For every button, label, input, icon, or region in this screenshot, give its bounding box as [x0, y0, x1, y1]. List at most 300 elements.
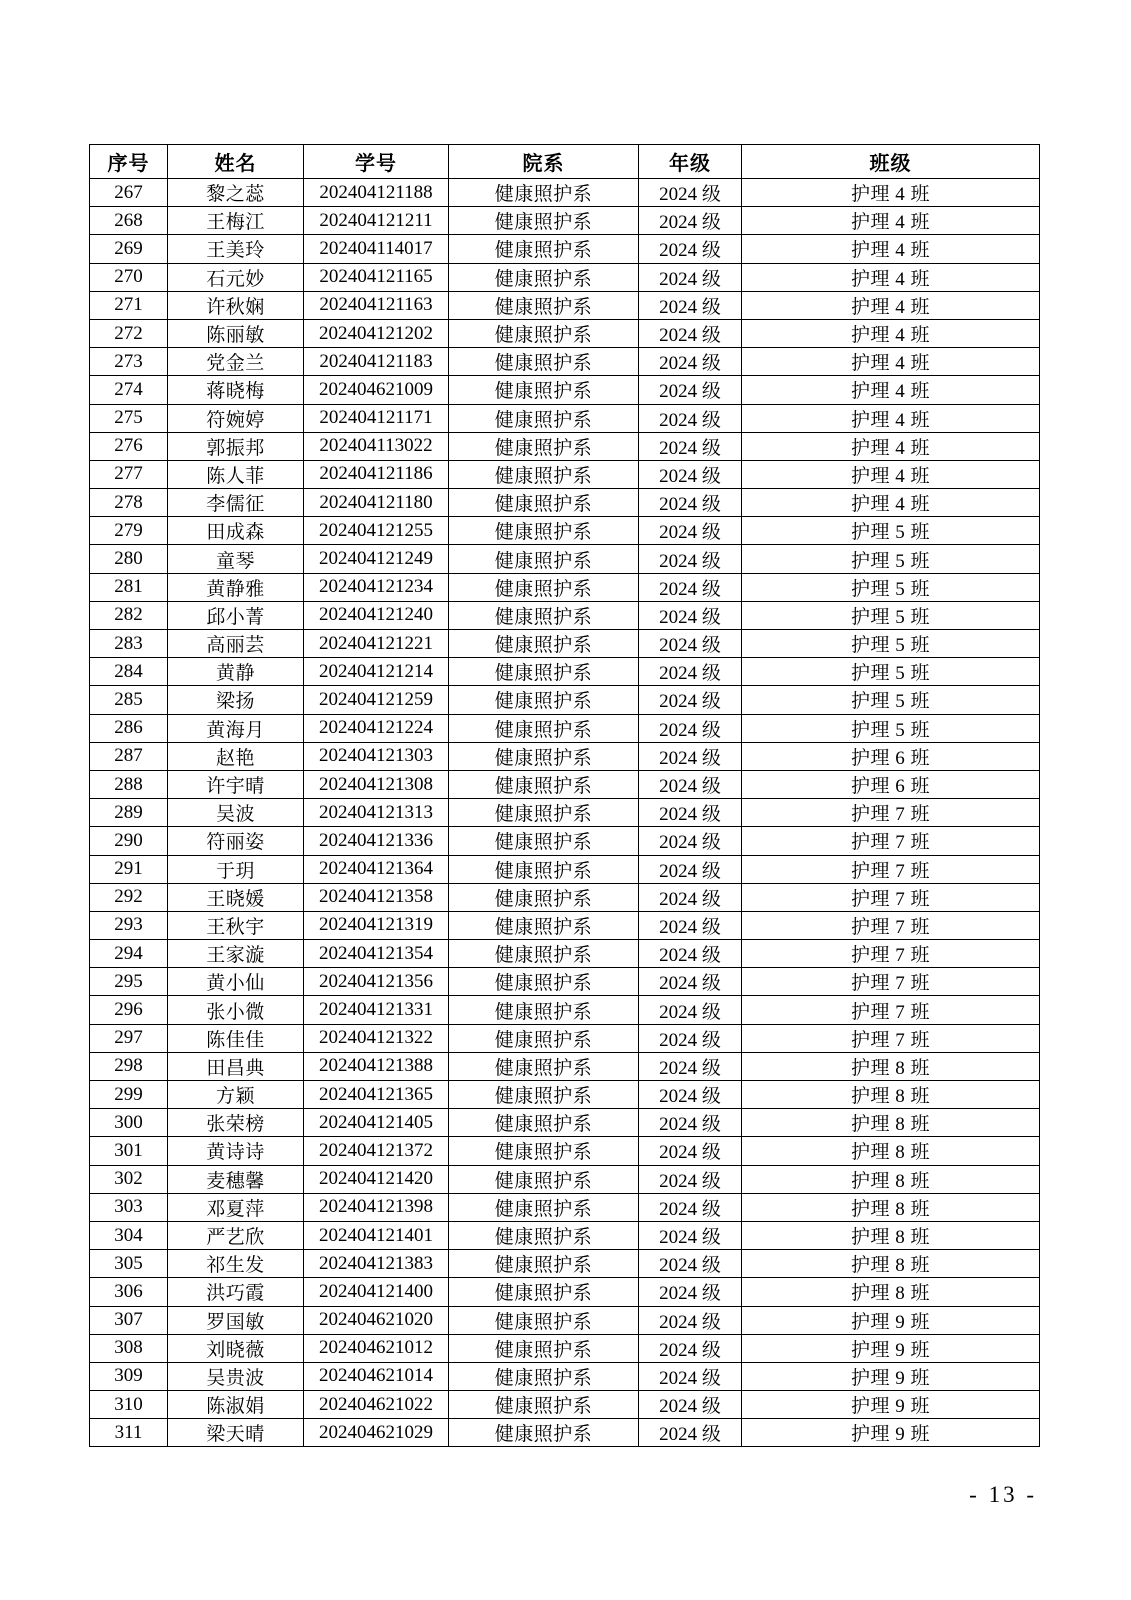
cell-dept: 健康照护系: [449, 1334, 639, 1362]
table-row: [90, 799, 1040, 827]
cell-sid: 202404121221: [304, 630, 449, 658]
cell-grade: 2024 级: [639, 883, 742, 911]
table-row: [90, 489, 1040, 517]
cell-klass: 护理 4 班: [742, 319, 1040, 347]
cell-sid: 202404121358: [304, 883, 449, 911]
table-row: [90, 742, 1040, 770]
table-row: [90, 1052, 1040, 1080]
cell-seq: 307: [90, 1306, 168, 1334]
cell-name: 赵艳: [168, 742, 304, 770]
table-row: [90, 714, 1040, 742]
cell-sid: 202404121372: [304, 1137, 449, 1165]
cell-dept: 健康照护系: [449, 940, 639, 968]
table-row: [90, 573, 1040, 601]
cell-seq: 268: [90, 207, 168, 235]
cell-name: 罗国敏: [168, 1306, 304, 1334]
cell-seq: 304: [90, 1221, 168, 1249]
cell-grade: 2024 级: [639, 1081, 742, 1109]
cell-seq: 303: [90, 1193, 168, 1221]
cell-sid: 202404121331: [304, 996, 449, 1024]
table-row: [90, 770, 1040, 798]
cell-grade: 2024 级: [639, 1193, 742, 1221]
roster-table: [89, 144, 1040, 1447]
cell-grade: 2024 级: [639, 376, 742, 404]
cell-seq: 276: [90, 432, 168, 460]
cell-dept: 健康照护系: [449, 968, 639, 996]
cell-klass: 护理 7 班: [742, 827, 1040, 855]
cell-seq: 301: [90, 1137, 168, 1165]
table-row: [90, 1193, 1040, 1221]
cell-name: 邓夏萍: [168, 1193, 304, 1221]
cell-sid: 202404121180: [304, 489, 449, 517]
table-row: [90, 1334, 1040, 1362]
cell-klass: 护理 8 班: [742, 1109, 1040, 1137]
cell-grade: 2024 级: [639, 630, 742, 658]
cell-sid: 202404121240: [304, 601, 449, 629]
cell-grade: 2024 级: [639, 968, 742, 996]
cell-seq: 278: [90, 489, 168, 517]
cell-dept: 健康照护系: [449, 207, 639, 235]
cell-sid: 202404121322: [304, 1024, 449, 1052]
cell-seq: 297: [90, 1024, 168, 1052]
cell-seq: 300: [90, 1109, 168, 1137]
cell-name: 黄诗诗: [168, 1137, 304, 1165]
cell-seq: 279: [90, 517, 168, 545]
cell-grade: 2024 级: [639, 1362, 742, 1390]
cell-grade: 2024 级: [639, 799, 742, 827]
cell-dept: 健康照护系: [449, 883, 639, 911]
table-row: [90, 601, 1040, 629]
cell-name: 刘晓薇: [168, 1334, 304, 1362]
cell-klass: 护理 7 班: [742, 996, 1040, 1024]
table-row: [90, 827, 1040, 855]
cell-grade: 2024 级: [639, 686, 742, 714]
cell-grade: 2024 级: [639, 940, 742, 968]
column-header-sid: 学号: [304, 145, 449, 179]
cell-dept: 健康照护系: [449, 348, 639, 376]
cell-sid: 202404121234: [304, 573, 449, 601]
cell-klass: 护理 4 班: [742, 404, 1040, 432]
cell-klass: 护理 9 班: [742, 1419, 1040, 1447]
cell-seq: 293: [90, 911, 168, 939]
cell-name: 陈佳佳: [168, 1024, 304, 1052]
cell-sid: 202404121354: [304, 940, 449, 968]
cell-sid: 202404621014: [304, 1362, 449, 1390]
cell-grade: 2024 级: [639, 179, 742, 207]
cell-klass: 护理 8 班: [742, 1137, 1040, 1165]
cell-name: 许宇晴: [168, 770, 304, 798]
table-header: [90, 145, 1040, 179]
table-row: [90, 404, 1040, 432]
cell-klass: 护理 8 班: [742, 1193, 1040, 1221]
cell-grade: 2024 级: [639, 545, 742, 573]
cell-seq: 289: [90, 799, 168, 827]
cell-seq: 273: [90, 348, 168, 376]
table-row: [90, 940, 1040, 968]
cell-grade: 2024 级: [639, 207, 742, 235]
cell-dept: 健康照护系: [449, 1109, 639, 1137]
cell-sid: 202404113022: [304, 432, 449, 460]
cell-seq: 290: [90, 827, 168, 855]
cell-grade: 2024 级: [639, 460, 742, 488]
cell-klass: 护理 8 班: [742, 1250, 1040, 1278]
cell-name: 黄静: [168, 658, 304, 686]
cell-klass: 护理 6 班: [742, 770, 1040, 798]
cell-grade: 2024 级: [639, 1419, 742, 1447]
cell-dept: 健康照护系: [449, 235, 639, 263]
table-row: [90, 517, 1040, 545]
cell-klass: 护理 5 班: [742, 517, 1040, 545]
table-row: [90, 1221, 1040, 1249]
cell-seq: 271: [90, 291, 168, 319]
cell-sid: 202404121400: [304, 1278, 449, 1306]
cell-sid: 202404121336: [304, 827, 449, 855]
cell-name: 王梅江: [168, 207, 304, 235]
cell-dept: 健康照护系: [449, 1362, 639, 1390]
cell-dept: 健康照护系: [449, 714, 639, 742]
cell-dept: 健康照护系: [449, 517, 639, 545]
cell-dept: 健康照护系: [449, 1221, 639, 1249]
cell-seq: 286: [90, 714, 168, 742]
cell-name: 李儒征: [168, 489, 304, 517]
cell-grade: 2024 级: [639, 770, 742, 798]
cell-klass: 护理 7 班: [742, 940, 1040, 968]
table-row: [90, 291, 1040, 319]
cell-klass: 护理 7 班: [742, 1024, 1040, 1052]
cell-seq: 305: [90, 1250, 168, 1278]
cell-name: 黄海月: [168, 714, 304, 742]
cell-klass: 护理 4 班: [742, 235, 1040, 263]
cell-seq: 309: [90, 1362, 168, 1390]
cell-sid: 202404121303: [304, 742, 449, 770]
cell-name: 许秋娴: [168, 291, 304, 319]
cell-klass: 护理 9 班: [742, 1362, 1040, 1390]
table-row: [90, 376, 1040, 404]
cell-grade: 2024 级: [639, 404, 742, 432]
cell-klass: 护理 9 班: [742, 1306, 1040, 1334]
cell-name: 黄小仙: [168, 968, 304, 996]
cell-dept: 健康照护系: [449, 1391, 639, 1419]
cell-seq: 294: [90, 940, 168, 968]
table-row: [90, 432, 1040, 460]
cell-seq: 311: [90, 1419, 168, 1447]
cell-dept: 健康照护系: [449, 573, 639, 601]
cell-grade: 2024 级: [639, 1334, 742, 1362]
cell-seq: 283: [90, 630, 168, 658]
cell-dept: 健康照护系: [449, 179, 639, 207]
cell-seq: 285: [90, 686, 168, 714]
cell-grade: 2024 级: [639, 601, 742, 629]
cell-sid: 202404121171: [304, 404, 449, 432]
column-header-class: 班级: [742, 145, 1040, 179]
cell-klass: 护理 4 班: [742, 207, 1040, 235]
cell-klass: 护理 4 班: [742, 376, 1040, 404]
cell-klass: 护理 5 班: [742, 686, 1040, 714]
cell-name: 陈淑娟: [168, 1391, 304, 1419]
cell-sid: 202404121259: [304, 686, 449, 714]
cell-dept: 健康照护系: [449, 770, 639, 798]
cell-klass: 护理 6 班: [742, 742, 1040, 770]
cell-seq: 282: [90, 601, 168, 629]
cell-grade: 2024 级: [639, 658, 742, 686]
cell-name: 蒋晓梅: [168, 376, 304, 404]
table-row: [90, 1109, 1040, 1137]
page-number: - 13 -: [969, 1482, 1037, 1507]
cell-name: 童琴: [168, 545, 304, 573]
table-row: [90, 855, 1040, 883]
cell-sid: 202404121388: [304, 1052, 449, 1080]
cell-name: 张荣榜: [168, 1109, 304, 1137]
table-row: [90, 207, 1040, 235]
cell-sid: 202404121383: [304, 1250, 449, 1278]
cell-dept: 健康照护系: [449, 263, 639, 291]
table-row: [90, 1024, 1040, 1052]
cell-sid: 202404121401: [304, 1221, 449, 1249]
cell-grade: 2024 级: [639, 1024, 742, 1052]
table-row: [90, 263, 1040, 291]
table-row: [90, 1391, 1040, 1419]
cell-sid: 202404121405: [304, 1109, 449, 1137]
cell-dept: 健康照护系: [449, 1278, 639, 1306]
table-row: [90, 630, 1040, 658]
cell-sid: 202404621009: [304, 376, 449, 404]
cell-klass: 护理 7 班: [742, 855, 1040, 883]
cell-klass: 护理 7 班: [742, 799, 1040, 827]
cell-name: 严艺欣: [168, 1221, 304, 1249]
cell-grade: 2024 级: [639, 996, 742, 1024]
cell-seq: 308: [90, 1334, 168, 1362]
table-row: [90, 883, 1040, 911]
cell-dept: 健康照护系: [449, 658, 639, 686]
cell-seq: 277: [90, 460, 168, 488]
cell-klass: 护理 4 班: [742, 432, 1040, 460]
cell-grade: 2024 级: [639, 489, 742, 517]
cell-seq: 275: [90, 404, 168, 432]
cell-seq: 270: [90, 263, 168, 291]
roster-table-container: [89, 144, 1039, 1447]
cell-name: 郭振邦: [168, 432, 304, 460]
cell-dept: 健康照护系: [449, 827, 639, 855]
cell-sid: 202404121211: [304, 207, 449, 235]
cell-grade: 2024 级: [639, 827, 742, 855]
cell-sid: 202404121183: [304, 348, 449, 376]
table-row: [90, 460, 1040, 488]
cell-seq: 295: [90, 968, 168, 996]
table-row: [90, 319, 1040, 347]
cell-grade: 2024 级: [639, 1306, 742, 1334]
header-row: [90, 145, 1040, 179]
cell-seq: 281: [90, 573, 168, 601]
cell-sid: 202404121249: [304, 545, 449, 573]
cell-sid: 202404621029: [304, 1419, 449, 1447]
cell-dept: 健康照护系: [449, 460, 639, 488]
cell-grade: 2024 级: [639, 263, 742, 291]
cell-dept: 健康照护系: [449, 1024, 639, 1052]
cell-klass: 护理 4 班: [742, 460, 1040, 488]
cell-grade: 2024 级: [639, 1221, 742, 1249]
cell-sid: 202404121356: [304, 968, 449, 996]
cell-name: 符婉婷: [168, 404, 304, 432]
cell-name: 田昌典: [168, 1052, 304, 1080]
cell-seq: 292: [90, 883, 168, 911]
cell-klass: 护理 9 班: [742, 1334, 1040, 1362]
cell-sid: 202404121364: [304, 855, 449, 883]
cell-dept: 健康照护系: [449, 1419, 639, 1447]
cell-klass: 护理 5 班: [742, 545, 1040, 573]
cell-klass: 护理 5 班: [742, 714, 1040, 742]
cell-seq: 296: [90, 996, 168, 1024]
cell-name: 王秋宇: [168, 911, 304, 939]
cell-seq: 298: [90, 1052, 168, 1080]
cell-seq: 299: [90, 1081, 168, 1109]
cell-klass: 护理 4 班: [742, 263, 1040, 291]
cell-dept: 健康照护系: [449, 742, 639, 770]
cell-name: 邱小菁: [168, 601, 304, 629]
cell-sid: 202404121224: [304, 714, 449, 742]
cell-sid: 202404121202: [304, 319, 449, 347]
cell-grade: 2024 级: [639, 1165, 742, 1193]
cell-dept: 健康照护系: [449, 1165, 639, 1193]
cell-name: 方颖: [168, 1081, 304, 1109]
cell-grade: 2024 级: [639, 517, 742, 545]
table-row: [90, 911, 1040, 939]
cell-grade: 2024 级: [639, 291, 742, 319]
table-row: [90, 1362, 1040, 1390]
cell-sid: 202404121308: [304, 770, 449, 798]
cell-dept: 健康照护系: [449, 1137, 639, 1165]
cell-seq: 280: [90, 545, 168, 573]
cell-grade: 2024 级: [639, 573, 742, 601]
cell-dept: 健康照护系: [449, 686, 639, 714]
cell-dept: 健康照护系: [449, 799, 639, 827]
cell-grade: 2024 级: [639, 1391, 742, 1419]
cell-klass: 护理 8 班: [742, 1052, 1040, 1080]
cell-sid: 202404114017: [304, 235, 449, 263]
cell-grade: 2024 级: [639, 235, 742, 263]
cell-dept: 健康照护系: [449, 545, 639, 573]
cell-klass: 护理 7 班: [742, 911, 1040, 939]
cell-seq: 287: [90, 742, 168, 770]
table-row: [90, 1250, 1040, 1278]
cell-name: 洪巧霞: [168, 1278, 304, 1306]
table-row: [90, 179, 1040, 207]
cell-name: 符丽姿: [168, 827, 304, 855]
cell-name: 王晓媛: [168, 883, 304, 911]
cell-dept: 健康照护系: [449, 432, 639, 460]
cell-name: 麦穗馨: [168, 1165, 304, 1193]
cell-dept: 健康照护系: [449, 630, 639, 658]
cell-sid: 202404121165: [304, 263, 449, 291]
cell-seq: 267: [90, 179, 168, 207]
table-body: [90, 179, 1040, 1447]
cell-dept: 健康照护系: [449, 855, 639, 883]
cell-klass: 护理 8 班: [742, 1278, 1040, 1306]
table-row: [90, 235, 1040, 263]
cell-name: 石元妙: [168, 263, 304, 291]
cell-klass: 护理 8 班: [742, 1081, 1040, 1109]
table-row: [90, 1278, 1040, 1306]
cell-sid: 202404621012: [304, 1334, 449, 1362]
cell-dept: 健康照护系: [449, 291, 639, 319]
cell-name: 吴贵波: [168, 1362, 304, 1390]
table-row: [90, 686, 1040, 714]
cell-klass: 护理 5 班: [742, 601, 1040, 629]
cell-sid: 202404121188: [304, 179, 449, 207]
cell-klass: 护理 4 班: [742, 489, 1040, 517]
cell-grade: 2024 级: [639, 1109, 742, 1137]
cell-grade: 2024 级: [639, 742, 742, 770]
cell-seq: 291: [90, 855, 168, 883]
cell-grade: 2024 级: [639, 1278, 742, 1306]
table-row: [90, 1306, 1040, 1334]
cell-klass: 护理 8 班: [742, 1165, 1040, 1193]
cell-klass: 护理 4 班: [742, 291, 1040, 319]
cell-dept: 健康照护系: [449, 319, 639, 347]
cell-name: 田成森: [168, 517, 304, 545]
cell-seq: 306: [90, 1278, 168, 1306]
table-row: [90, 658, 1040, 686]
cell-seq: 274: [90, 376, 168, 404]
cell-name: 王美玲: [168, 235, 304, 263]
cell-dept: 健康照护系: [449, 601, 639, 629]
cell-sid: 202404121313: [304, 799, 449, 827]
cell-sid: 202404121365: [304, 1081, 449, 1109]
cell-name: 张小微: [168, 996, 304, 1024]
table-row: [90, 348, 1040, 376]
cell-name: 党金兰: [168, 348, 304, 376]
cell-name: 黄静雅: [168, 573, 304, 601]
cell-name: 祁生发: [168, 1250, 304, 1278]
cell-name: 陈人菲: [168, 460, 304, 488]
cell-name: 梁扬: [168, 686, 304, 714]
cell-name: 吴波: [168, 799, 304, 827]
cell-name: 黎之蕊: [168, 179, 304, 207]
cell-dept: 健康照护系: [449, 404, 639, 432]
cell-dept: 健康照护系: [449, 1250, 639, 1278]
cell-grade: 2024 级: [639, 1052, 742, 1080]
cell-sid: 202404121163: [304, 291, 449, 319]
column-header-dept: 院系: [449, 145, 639, 179]
cell-seq: 302: [90, 1165, 168, 1193]
table-row: [90, 1081, 1040, 1109]
cell-klass: 护理 9 班: [742, 1391, 1040, 1419]
cell-seq: 310: [90, 1391, 168, 1419]
cell-grade: 2024 级: [639, 432, 742, 460]
cell-klass: 护理 5 班: [742, 658, 1040, 686]
cell-name: 陈丽敏: [168, 319, 304, 347]
cell-name: 于玥: [168, 855, 304, 883]
cell-sid: 202404121398: [304, 1193, 449, 1221]
cell-sid: 202404121319: [304, 911, 449, 939]
cell-grade: 2024 级: [639, 348, 742, 376]
cell-sid: 202404621022: [304, 1391, 449, 1419]
cell-grade: 2024 级: [639, 1250, 742, 1278]
cell-dept: 健康照护系: [449, 376, 639, 404]
cell-dept: 健康照护系: [449, 911, 639, 939]
cell-name: 梁天晴: [168, 1419, 304, 1447]
cell-klass: 护理 4 班: [742, 179, 1040, 207]
cell-klass: 护理 5 班: [742, 630, 1040, 658]
table-row: [90, 996, 1040, 1024]
cell-seq: 284: [90, 658, 168, 686]
cell-dept: 健康照护系: [449, 1306, 639, 1334]
table-row: [90, 1419, 1040, 1447]
cell-klass: 护理 4 班: [742, 348, 1040, 376]
cell-seq: 272: [90, 319, 168, 347]
cell-dept: 健康照护系: [449, 1081, 639, 1109]
table-row: [90, 1165, 1040, 1193]
cell-name: 王家漩: [168, 940, 304, 968]
